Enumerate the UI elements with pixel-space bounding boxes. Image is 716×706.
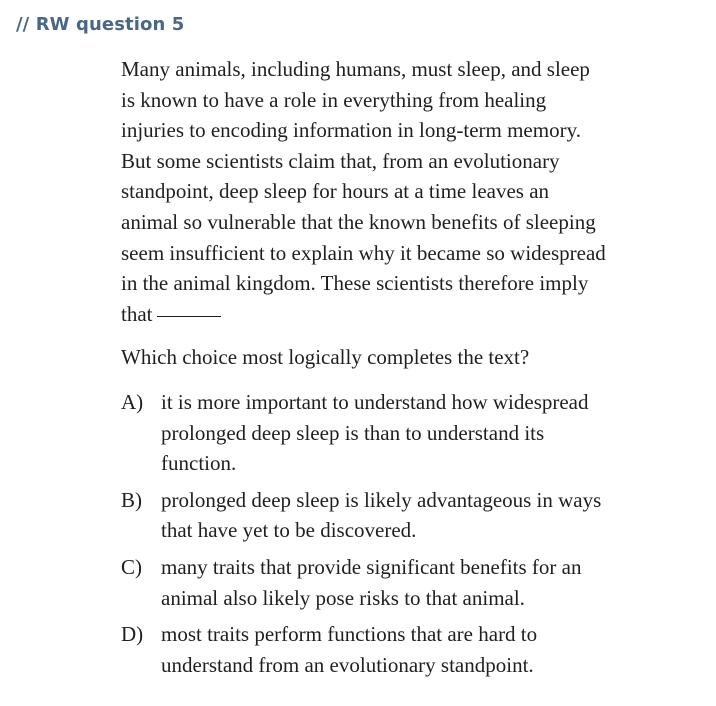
passage-line: that — [121, 301, 153, 326]
passage-line: Many animals, including humans, must sleep, and sleep — [121, 57, 590, 81]
choice-text — [161, 485, 651, 546]
passage-line: seem insufficient to explain why it became so widespread — [121, 240, 606, 265]
answer-choices — [121, 387, 651, 680]
passage-line: animal so vulnerable that the known benefits of sleeping — [121, 209, 596, 234]
choice-letter: D) — [121, 622, 144, 647]
choice-letter: C) — [121, 554, 142, 579]
choice-text — [161, 387, 651, 479]
passage-last-line — [121, 299, 651, 330]
question-header: // RW question 5 — [16, 14, 185, 35]
choice-line: understand from an evolutionary standpoint. — [161, 652, 534, 677]
passage — [121, 54, 651, 329]
choice-line: it is more important to understand how widespread — [161, 389, 589, 414]
passage-line: is known to have a role in everything from healing — [121, 87, 547, 112]
choice-text — [161, 552, 651, 613]
passage-line: in the animal kingdom. These scientists therefore imply — [121, 271, 589, 296]
choice-text — [161, 619, 651, 680]
choice-c[interactable] — [121, 552, 651, 613]
choice-line: prolonged deep sleep is likely advantageous in ways — [161, 487, 602, 512]
choice-line: prolonged deep sleep is than to understand its — [161, 420, 545, 445]
choice-line: animal also likely pose risks to that animal. — [161, 585, 525, 610]
choice-line: most traits perform functions that are hard to — [161, 622, 538, 647]
fill-in-blank — [157, 316, 221, 317]
choice-line: that have yet to be discovered. — [161, 518, 417, 543]
choice-b[interactable] — [121, 485, 651, 546]
choice-letter: B) — [121, 487, 142, 512]
choice-letter: A) — [121, 389, 144, 414]
question-content — [121, 54, 651, 686]
passage-line: standpoint, deep sleep for hours at a time leaves an — [121, 179, 550, 204]
question-prompt: Which choice most logically completes the text? — [121, 345, 530, 370]
choice-a[interactable] — [121, 387, 651, 479]
choice-line: many traits that provide significant benefits for an — [161, 554, 582, 579]
choice-d[interactable] — [121, 619, 651, 680]
passage-line: But some scientists claim that, from an evolutionary — [121, 148, 560, 173]
passage-line: injuries to encoding information in long-term memory. — [121, 118, 581, 143]
choice-line: function. — [161, 451, 237, 476]
